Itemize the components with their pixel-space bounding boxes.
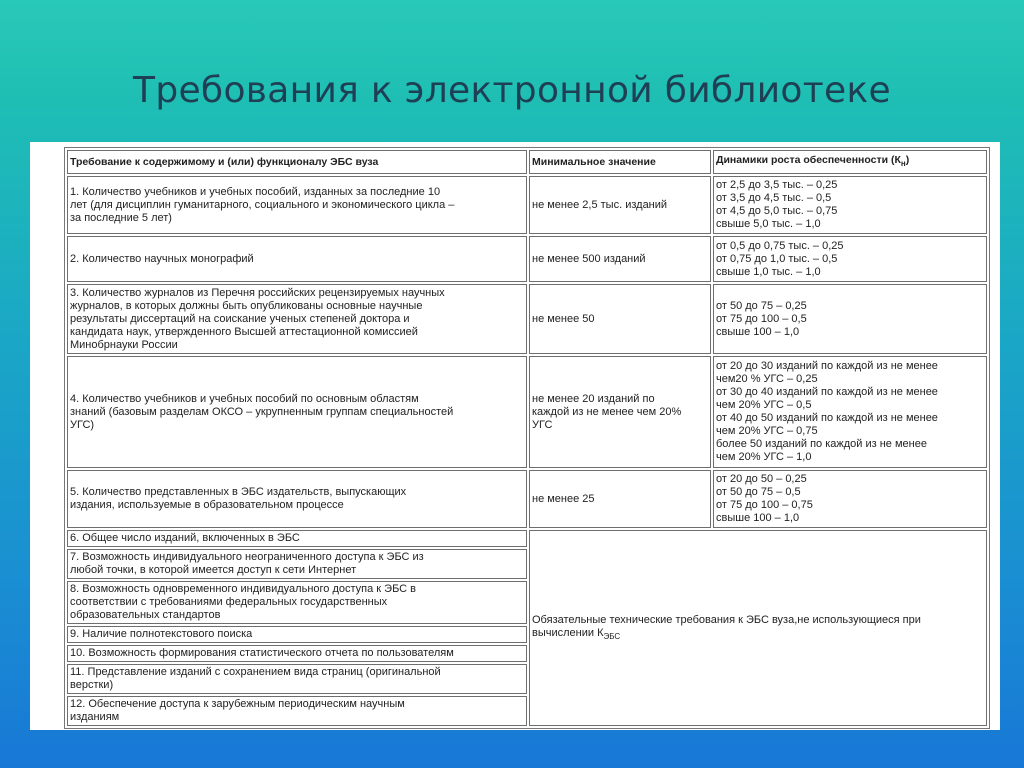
dynamics-cell xyxy=(713,284,987,354)
requirement-cell-line: 5. Количество представленных в ЭБС издательств, выпускающих xyxy=(70,486,407,498)
dynamics-cell-line: чем 20% УГС – 0,75 xyxy=(716,425,818,437)
requirement-cell xyxy=(67,696,527,726)
dynamics-cell-line: от 4,5 до 5,0 тыс. – 0,75 xyxy=(716,205,838,217)
requirement-cell-line: результаты диссертаций на соискание ученых степеней доктора и xyxy=(70,312,410,325)
minimum-cell-line: не менее 50 xyxy=(532,312,595,325)
header-dynamics-sub: н xyxy=(900,159,906,168)
requirement-cell-line: изданиям xyxy=(70,711,120,723)
minimum-cell xyxy=(529,356,711,468)
tech-note-cell xyxy=(529,530,987,726)
dynamics-cell xyxy=(713,470,987,528)
header-dynamics-text: Динамики роста обеспеченности (К xyxy=(716,154,901,166)
requirement-cell-line: 7. Возможность индивидуального неограниченного доступа к ЭБС из xyxy=(70,551,424,563)
dynamics-cell-line: более 50 изданий по каждой из не менее xyxy=(716,438,927,450)
requirement-cell xyxy=(67,236,527,282)
dynamics-cell-line: чем 20% УГС – 1,0 xyxy=(716,451,812,463)
requirement-cell-line: журналов, в которых должны быть опубликованы основные научные xyxy=(70,299,423,312)
requirement-cell xyxy=(67,356,527,468)
table-row xyxy=(67,470,987,528)
dynamics-cell-line: от 20 до 50 – 0,25 xyxy=(716,473,807,485)
tech-note-text: Обязательные технические требования к ЭБС вуза,не использующиеся при вычислении К xyxy=(532,613,921,639)
requirement-cell-line: 12. Обеспечение доступа к зарубежным периодическим научным xyxy=(70,698,405,710)
requirement-cell xyxy=(67,581,527,624)
requirement-cell-line: кандидата наук, утвержденного Высшей аттестационной комиссией xyxy=(70,325,418,338)
slide-title: Требования к электронной библиотеке xyxy=(133,70,891,111)
minimum-cell-line: УГС xyxy=(532,418,553,431)
dynamics-cell-line: от 50 до 75 – 0,5 xyxy=(716,486,801,498)
requirement-cell-line: 6. Общее число изданий, включенных в ЭБС xyxy=(70,532,300,544)
minimum-cell-line: не менее 20 изданий по xyxy=(532,392,655,405)
dynamics-cell-line: от 20 до 30 изданий по каждой из не менее xyxy=(716,360,938,372)
requirement-cell-line: верстки) xyxy=(70,679,114,691)
requirement-cell-line: за последние 5 лет) xyxy=(70,211,172,224)
header-dynamics-end: ) xyxy=(905,154,910,166)
tech-note-sub: ЭБС xyxy=(603,631,621,641)
minimum-cell xyxy=(529,284,711,354)
requirement-cell-line: знаний (базовым разделам ОКСО – укрупненным группам специальностей xyxy=(70,405,454,418)
requirement-cell xyxy=(67,664,527,694)
requirement-cell xyxy=(67,549,527,579)
requirement-cell xyxy=(67,626,527,643)
dynamics-cell-line: от 3,5 до 4,5 тыс. – 0,5 xyxy=(716,192,832,204)
table-header-row xyxy=(67,150,987,174)
dynamics-cell xyxy=(713,176,987,234)
dynamics-cell xyxy=(713,236,987,282)
requirement-cell-line: 10. Возможность формирования статистического отчета по пользователям xyxy=(70,647,454,659)
requirement-cell xyxy=(67,470,527,528)
requirement-cell-line: 4. Количество учебников и учебных пособий по основным областям xyxy=(70,392,419,405)
dynamics-cell-line: от 0,75 до 1,0 тыс. – 0,5 xyxy=(716,252,838,265)
dynamics-cell-line: от 75 до 100 – 0,5 xyxy=(716,312,807,325)
requirement-cell-line: лет (для дисциплин гуманитарного, социального и экономического цикла – xyxy=(70,198,455,211)
dynamics-cell-line: свыше 100 – 1,0 xyxy=(716,325,800,338)
requirement-cell-line: 9. Наличие полнотекстового поиска xyxy=(70,628,253,640)
minimum-cell xyxy=(529,176,711,234)
requirement-cell xyxy=(67,284,527,354)
requirement-cell-line: УГС) xyxy=(70,418,95,431)
dynamics-cell-line: от 2,5 до 3,5 тыс. – 0,25 xyxy=(716,179,838,191)
requirement-cell xyxy=(67,530,527,547)
header-requirement: Требование к содержимому и (или) функционалу ЭБС вуза xyxy=(67,150,527,174)
requirement-cell-line: издания, используемые в образовательном процессе xyxy=(70,499,344,511)
table-panel xyxy=(30,142,1000,730)
requirements-table xyxy=(64,147,990,729)
dynamics-cell-line: от 0,5 до 0,75 тыс. – 0,25 xyxy=(716,239,844,252)
minimum-cell-line: не менее 2,5 тыс. изданий xyxy=(532,198,668,211)
table-row xyxy=(67,356,987,468)
requirement-cell-line: 11. Представление изданий с сохранением вида страниц (оригинальной xyxy=(70,666,441,678)
header-dynamics xyxy=(713,150,987,174)
requirement-cell-line: Минобрнауки России xyxy=(70,338,178,351)
header-minimum: Минимальное значение xyxy=(529,150,711,174)
dynamics-cell-line: от 75 до 100 – 0,75 xyxy=(716,499,813,511)
table-row xyxy=(67,284,987,354)
requirement-cell-line: любой точки, в которой имеется доступ к сети Интернет xyxy=(70,564,357,576)
dynamics-cell-line: свыше 100 – 1,0 xyxy=(716,512,800,524)
dynamics-cell-line: свыше 5,0 тыс. – 1,0 xyxy=(716,218,821,230)
requirement-cell-line: 3. Количество журналов из Перечня российских рецензируемых научных xyxy=(70,286,445,299)
minimum-cell xyxy=(529,470,711,528)
dynamics-cell-line: чем20 % УГС – 0,25 xyxy=(716,373,818,385)
table-row xyxy=(67,236,987,282)
requirement-cell-line: 2. Количество научных монографий xyxy=(70,252,254,265)
table-row xyxy=(67,176,987,234)
minimum-cell-line: не менее 25 xyxy=(532,492,595,505)
requirement-cell-line: соответствии с требованиями федеральных государственных xyxy=(70,596,388,608)
dynamics-cell-line: от 50 до 75 – 0,25 xyxy=(716,299,807,312)
requirement-cell-line: 8. Возможность одновременного индивидуального доступа к ЭБС в xyxy=(70,583,417,595)
dynamics-cell-line: от 40 до 50 изданий по каждой из не менее xyxy=(716,412,938,424)
requirement-cell xyxy=(67,176,527,234)
minimum-cell xyxy=(529,236,711,282)
dynamics-cell xyxy=(713,356,987,468)
requirement-cell-line: образовательных стандартов xyxy=(70,609,221,621)
minimum-cell-line: не менее 500 изданий xyxy=(532,252,646,265)
dynamics-cell-line: свыше 1,0 тыс. – 1,0 xyxy=(716,265,821,278)
requirement-cell-line: 1. Количество учебников и учебных пособий, изданных за последние 10 xyxy=(70,185,441,198)
dynamics-cell-line: чем 20% УГС – 0,5 xyxy=(716,399,812,411)
dynamics-cell-line: от 30 до 40 изданий по каждой из не менее xyxy=(716,386,938,398)
table-row xyxy=(67,530,987,547)
requirement-cell xyxy=(67,645,527,662)
minimum-cell-line: каждой из не менее чем 20% xyxy=(532,405,682,418)
